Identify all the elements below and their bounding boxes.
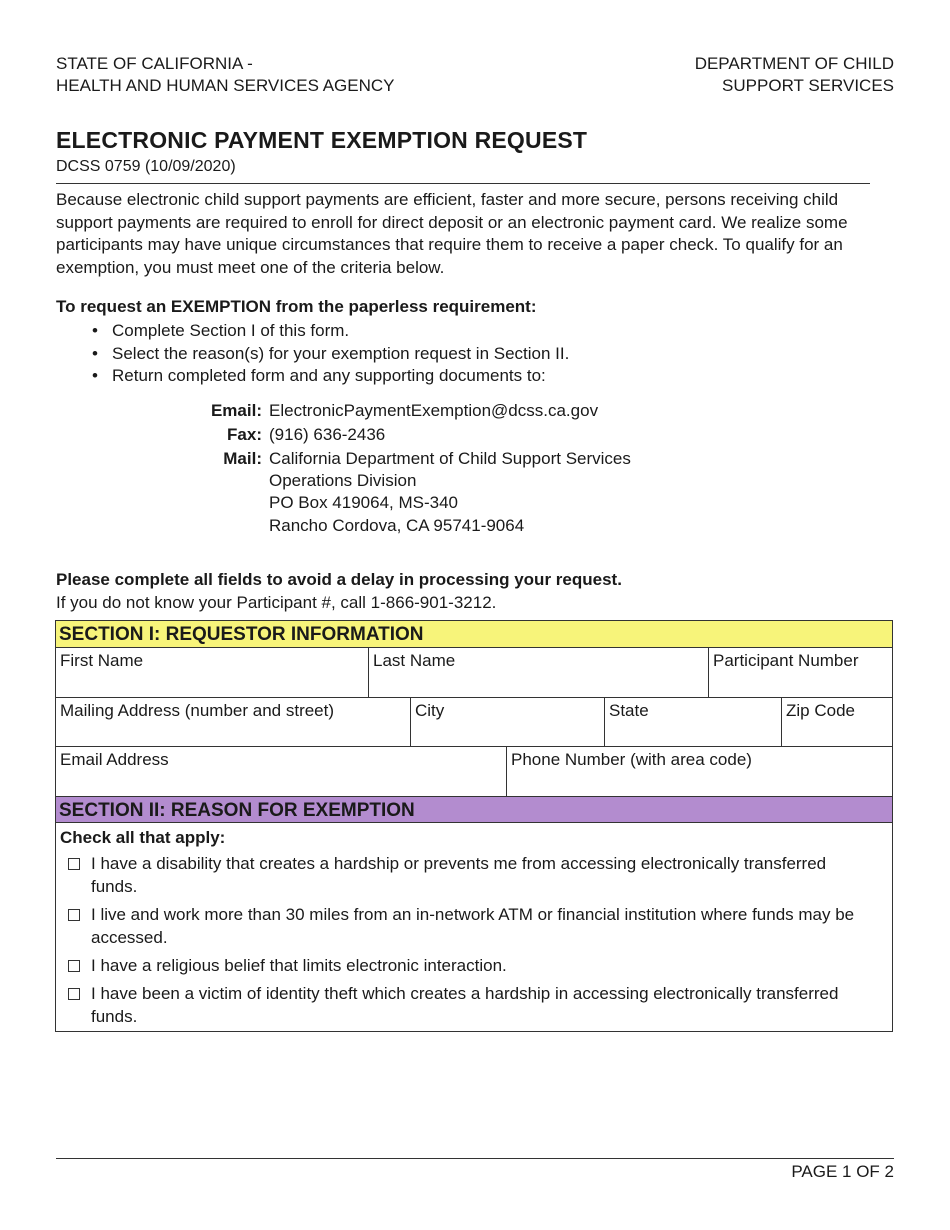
reason-text: I have a disability that creates a hardship or prevents me from accessing electronically transferred funds.: [91, 854, 827, 896]
reason-text: I have a religious belief that limits electronic interaction.: [91, 956, 507, 975]
state-label: State: [609, 701, 649, 720]
title-divider: [56, 183, 870, 184]
agency-header: [56, 53, 395, 97]
participant-number-field[interactable]: [709, 648, 892, 698]
participant-number-label: Participant Number: [713, 651, 859, 670]
reason-text: I live and work more than 30 miles from an in-network ATM or financial institution where funds may be accessed.: [91, 905, 855, 947]
city-label: City: [415, 701, 445, 720]
section-2-header: SECTION II: REASON FOR EXEMPTION: [56, 796, 892, 823]
footer-divider: [56, 1158, 894, 1159]
request-form: [55, 620, 893, 1032]
email-value[interactable]: ElectronicPaymentExemption@dcss.ca.gov: [269, 401, 599, 420]
reason-disability[interactable]: [68, 853, 868, 898]
reason-distance[interactable]: [68, 904, 868, 949]
checkbox[interactable]: [68, 858, 80, 870]
phone-number-label: Phone Number (with area code): [511, 750, 752, 769]
mailing-address-field[interactable]: [56, 698, 411, 747]
agency-line-1: STATE OF CALIFORNIA -: [56, 54, 253, 73]
instruction-item: • Return completed form and any supporting documents to:: [92, 365, 569, 388]
form-number: DCSS 0759 (10/09/2020): [56, 158, 236, 175]
email-address-label: Email Address: [60, 750, 169, 769]
last-name-field[interactable]: [369, 648, 709, 698]
instruction-item: • Complete Section I of this form.: [92, 320, 569, 343]
checkbox[interactable]: [68, 988, 80, 1000]
mail-label: Mail:: [223, 449, 262, 468]
mailing-address-label: Mailing Address (number and street): [60, 701, 335, 720]
check-all-heading: Check all that apply:: [60, 828, 226, 847]
mail-line: California Department of Child Support Services: [269, 449, 631, 468]
last-name-label: Last Name: [373, 651, 456, 670]
complete-fields-note: Please complete all fields to avoid a delay in processing your request.: [56, 570, 622, 589]
phone-number-field[interactable]: [507, 747, 892, 796]
email-address-field[interactable]: [56, 747, 507, 796]
participant-help-note: If you do not know your Participant #, call 1-866-901-3212.: [56, 593, 497, 612]
email-label: Email:: [210, 401, 262, 420]
zip-code-field[interactable]: [782, 698, 892, 747]
page-number: PAGE 1 OF 2: [791, 1162, 894, 1181]
department-line-2: SUPPORT SERVICES: [722, 76, 894, 95]
checkbox[interactable]: [68, 909, 80, 921]
first-name-label: First Name: [60, 651, 144, 670]
intro-paragraph: Because electronic child support payments are efficient, faster and more secure, persons receiving child support payments are required to enroll for direct deposit or an electronic payment card. We realize some participants may have unique circumstances that require them to receive a paper check. To qualify for an exemption, you must meet one of the criteria below.: [56, 190, 848, 277]
mail-line: Operations Division: [269, 471, 417, 490]
fax-value: (916) 636-2436: [269, 425, 386, 444]
instructions-list: [92, 320, 569, 388]
department-header: [695, 53, 894, 97]
agency-line-2: HEALTH AND HUMAN SERVICES AGENCY: [56, 76, 395, 95]
instructions-title: To request an EXEMPTION from the paperless requirement:: [56, 297, 537, 316]
mail-line: Rancho Cordova, CA 95741-9064: [269, 516, 525, 535]
form-title: ELECTRONIC PAYMENT EXEMPTION REQUEST: [56, 127, 588, 153]
zip-code-label: Zip Code: [786, 701, 855, 720]
reason-identity-theft[interactable]: [68, 983, 868, 1028]
reason-text: I have been a victim of identity theft which creates a hardship in accessing electronically transferred funds.: [91, 984, 839, 1026]
instruction-item: • Select the reason(s) for your exemption request in Section II.: [92, 343, 569, 366]
reason-religious[interactable]: [68, 955, 868, 978]
state-field[interactable]: [605, 698, 782, 747]
mail-line: PO Box 419064, MS-340: [269, 493, 459, 512]
department-line-1: DEPARTMENT OF CHILD: [694, 54, 894, 73]
city-field[interactable]: [411, 698, 605, 747]
section-1-header: SECTION I: REQUESTOR INFORMATION: [56, 621, 892, 648]
checkbox[interactable]: [68, 960, 80, 972]
first-name-field[interactable]: [56, 648, 369, 698]
fax-label: Fax:: [227, 425, 262, 444]
